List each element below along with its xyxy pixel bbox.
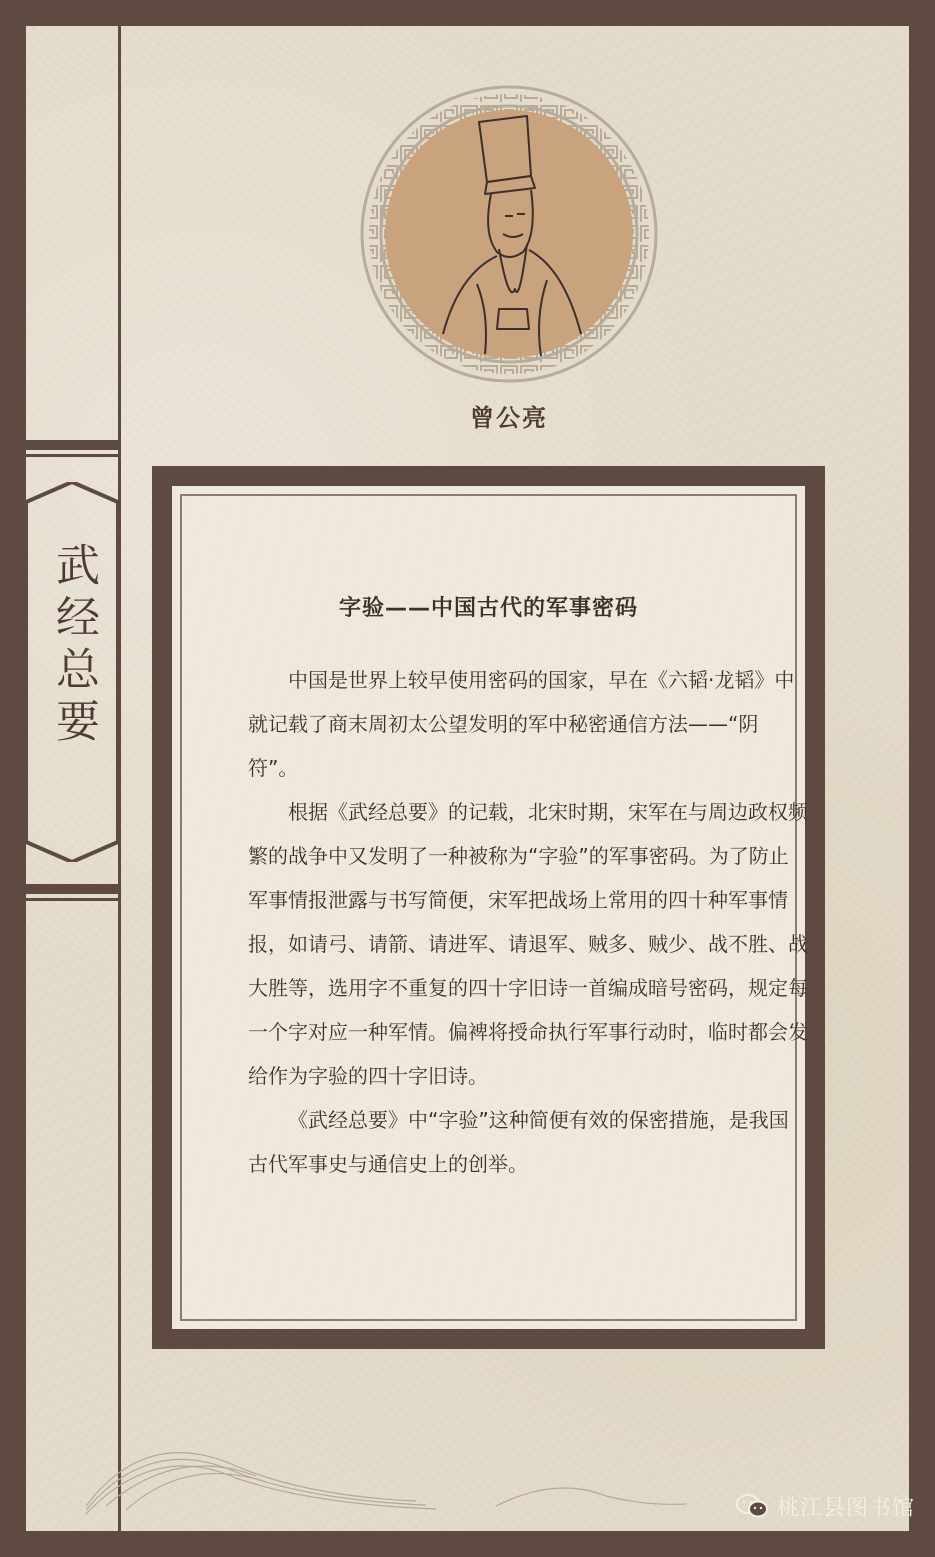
side-title: 武经总要 (48, 542, 99, 750)
divider (26, 454, 121, 457)
portrait-illustration (359, 84, 659, 384)
article-paragraph: 中国是世界上较早使用密码的国家，早在《六韬·龙韬》中就记载了商末周初太公望发明的军中秘密通信方法——“阴符”。 (248, 668, 795, 780)
article-paragraph: 《武经总要》中“字验”这种简便有效的保密措施，是我国古代军事史与通信史上的创举。 (248, 1108, 789, 1176)
article-body (248, 658, 808, 1186)
divider (26, 440, 121, 450)
wechat-icon (735, 1492, 769, 1520)
side-title-label (26, 482, 121, 862)
article-paragraph: 根据《武经总要》的记载，北宋时期，宋军在与周边政权频繁的战争中又发明了一种被称为“字验”的军事密码。为了防止军事情报泄露与书写简便，宋军把战场上常用的四十种军事情报，如请弓、请箭、请进军、请退军、贼多、贼少、战不胜、战大胜等，选用字不重复的四十字旧诗一首编成暗号密码，规定每一个字对应一种军情。偏裨将授命执行军事行动时，临时都会发给作为字验的四十字旧诗。 (248, 800, 808, 1088)
divider (26, 884, 121, 894)
account-watermark (735, 1486, 915, 1526)
article-card (172, 486, 808, 1329)
article-title: 字验——中国古代的军事密码 (338, 596, 638, 621)
divider (26, 898, 121, 901)
mountain-decoration (86, 1406, 686, 1516)
watermark-text: 桃江县图书馆 (777, 1495, 916, 1521)
portrait-medallion (359, 84, 659, 384)
portrait-name: 曾公亮 (470, 404, 548, 432)
